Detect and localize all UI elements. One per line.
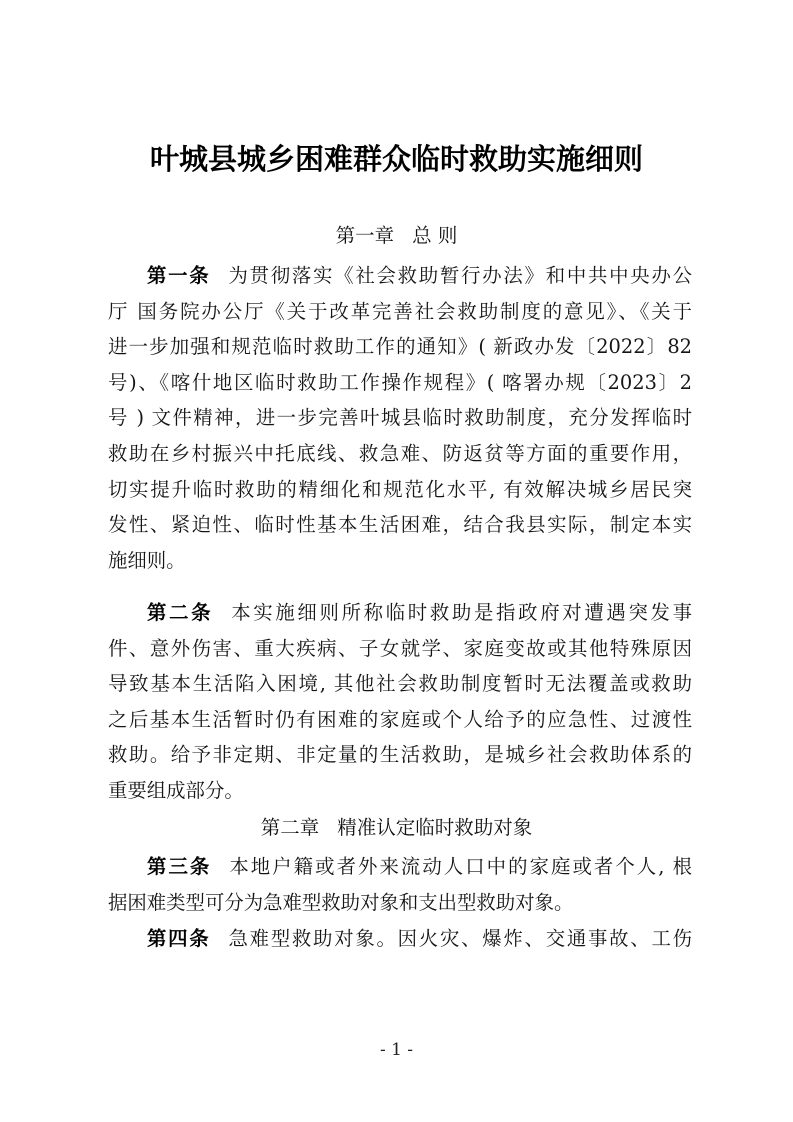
article-3-line-2: 据困难类型可分为急难型救助对象和支出型救助对象。 bbox=[108, 890, 574, 914]
text-line: 本实施细则所称临时救助是指政府对遭遇突发事 bbox=[231, 601, 693, 624]
article-2-line-4: 之后基本生活暂时仍有困难的家庭或个人给予的应急性、过渡性 bbox=[108, 707, 692, 731]
article-1-line-6: 救助在乡村振兴中托底线、救急难、防返贫等方面的重要作用， bbox=[108, 441, 692, 465]
article-2-line-1 bbox=[108, 595, 692, 631]
article-2-line-5: 救助。给予非定期、非定量的生活救助，是城乡社会救助体系的 bbox=[108, 743, 692, 767]
article-3-line-1 bbox=[108, 849, 692, 885]
chapter-heading-2 bbox=[0, 813, 793, 843]
article-2-line-3: 导致基本生活陷入困境, 其他社会救助制度暂时无法覆盖或救助 bbox=[108, 672, 692, 696]
article-4-line-1 bbox=[108, 921, 692, 957]
article-1 bbox=[108, 258, 692, 578]
article-3 bbox=[108, 849, 692, 920]
article-label: 第一条 bbox=[147, 264, 211, 287]
article-1-line-4: 号)、《喀什地区临时救助工作操作规程》( 喀署办规〔2023〕2 bbox=[108, 370, 692, 394]
article-1-line-3: 进一步加强和规范临时救助工作的通知》( 新政办发〔2022〕82 bbox=[108, 335, 692, 359]
article-1-line-7: 切实提升临时救助的精细化和规范化水平, 有效解决城乡居民突 bbox=[108, 477, 692, 501]
article-2-line-6: 重要组成部分。 bbox=[108, 778, 244, 802]
article-label: 第三条 bbox=[147, 855, 212, 878]
article-label: 第二条 bbox=[147, 601, 214, 624]
article-2 bbox=[108, 595, 692, 809]
article-1-line-9: 施细则。 bbox=[108, 548, 186, 572]
article-4 bbox=[108, 921, 692, 957]
text-line: 本地户籍或者外来流动人口中的家庭或者个人, 根 bbox=[229, 855, 693, 878]
article-1-line-8: 发性、紧迫性、临时性基本生活困难，结合我县实际，制定本实 bbox=[108, 513, 692, 537]
document-title: 叶城县城乡困难群众临时救助实施细则 bbox=[149, 142, 643, 176]
text-line: 急难型救助对象。因火灾、爆炸、交通事故、工伤 bbox=[228, 927, 693, 950]
chapter-heading-1 bbox=[0, 221, 793, 251]
article-2-line-2: 件、意外伤害、重大疾病、子女就学、家庭变故或其他特殊原因 bbox=[108, 636, 692, 660]
text-line: 为贯彻落实《社会救助暂行办法》和中共中央办公 bbox=[228, 264, 693, 287]
article-1-line-5: 号 ) 文件精神，进一步完善叶城县临时救助制度，充分发挥临时 bbox=[108, 406, 692, 430]
chapter-name: 总 则 bbox=[412, 224, 458, 247]
chapter-name: 精准认定临时救助对象 bbox=[337, 816, 533, 839]
article-1-line-1 bbox=[108, 258, 692, 294]
article-1-line-2: 厅 国务院办公厅《关于改革完善社会救助制度的意见》、《关于 bbox=[108, 299, 692, 323]
article-label: 第四条 bbox=[147, 927, 211, 950]
chapter-label: 第二章 bbox=[260, 816, 320, 839]
chapter-label: 第一章 bbox=[335, 224, 395, 247]
page-number: - 1 - bbox=[379, 1040, 414, 1060]
